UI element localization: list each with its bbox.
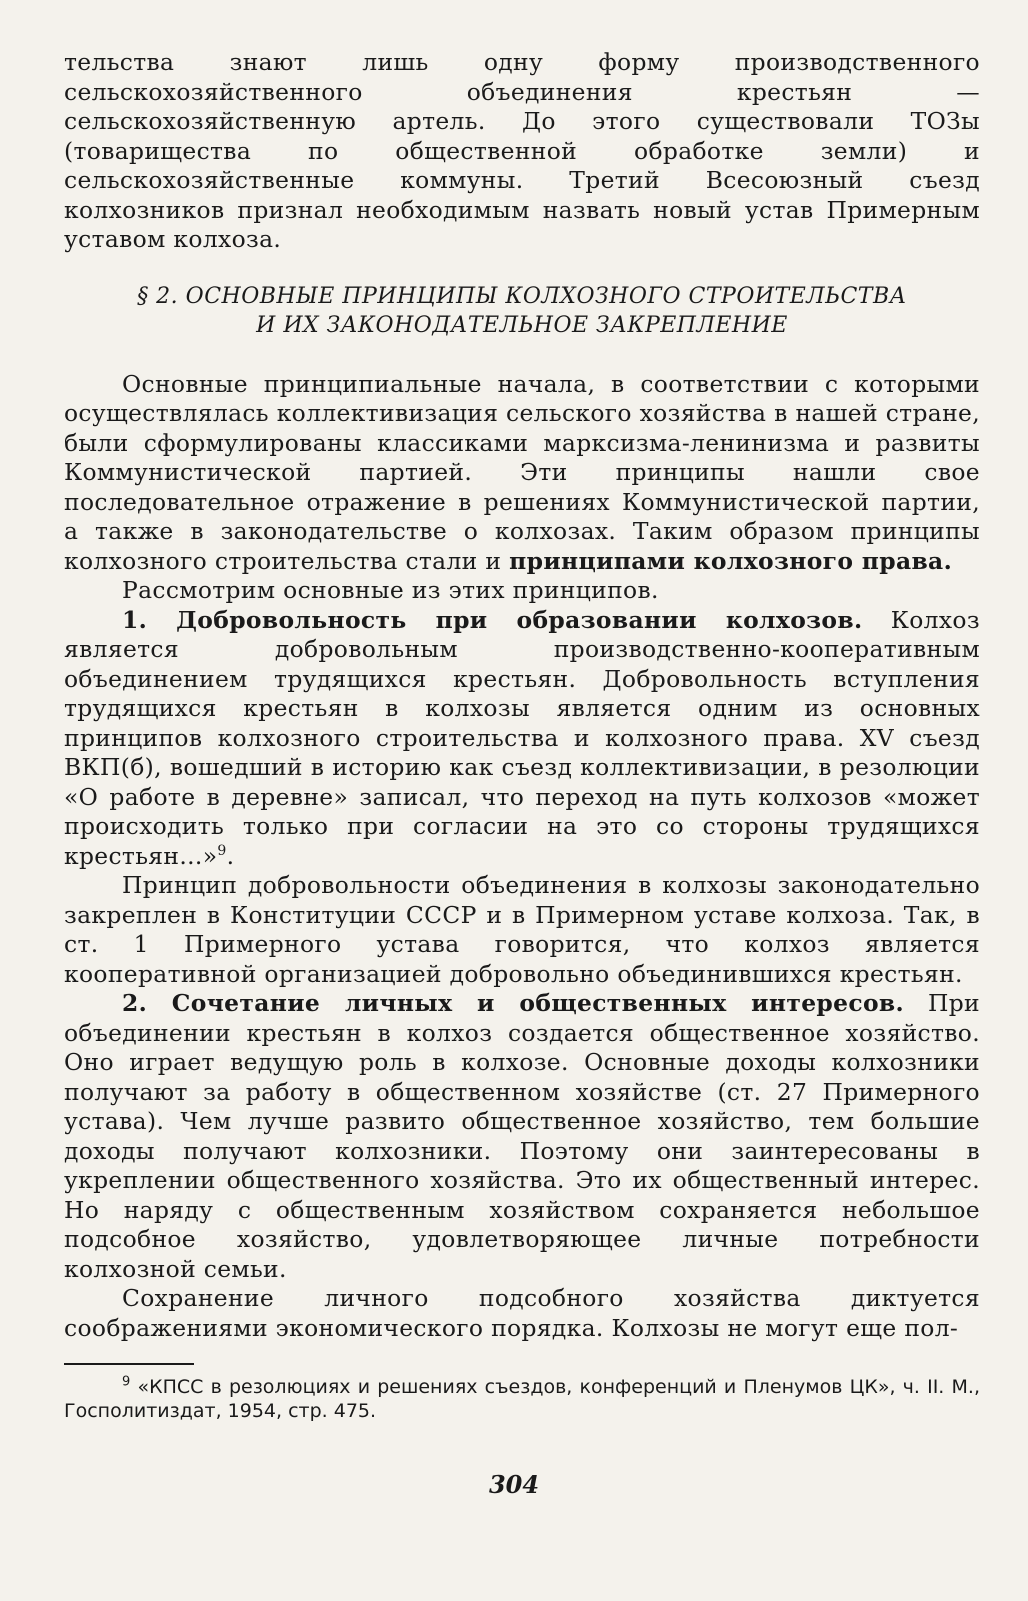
footnote-text: «КПСС в резолюциях и решениях съездов, конференций и Пленумов ЦК», ч. II. М., Госполитиздат, 1954, стр. 475. — [64, 1376, 980, 1422]
paragraph-text: Основные принципиальные начала, в соответствии с которыми осуществлялась коллективизация сельского хозяйства в нашей стране, были сформулированы классиками марксизма-ленинизма и развиты Коммунистической партией. Эти принципы нашли свое последовательное отражение в решениях Коммунистической партии, а также в законодательстве о колхозах. Таким образом принципы колхозного строительства стали и — [64, 369, 980, 575]
principle-1-title: 1. Добровольность при образовании колхозов. — [122, 605, 863, 634]
paragraph-principles-intro — [64, 370, 980, 577]
section-heading-line-1: § 2. ОСНОВНЫЕ ПРИНЦИПЫ КОЛХОЗНОГО СТРОИТЕЛЬСТВА — [137, 283, 907, 309]
paragraph-text: Колхоз является добровольным производственно-кооперативным объединением трудящихся крестьян. Добровольность вступления трудящихся крестьян в колхозы является одним из основных принципов колхозного строительства и колхозного права. XV съезд ВКП(б), вошедший в историю как съезд коллективизации, в резолюции «О работе в деревне» записал, что переход на путь колхозов «может происходить только при согласии на это со стороны трудящихся крестьян...» — [64, 605, 980, 870]
section-heading-line-2: И ИХ ЗАКОНОДАТЕЛЬНОЕ ЗАКРЕПЛЕНИЕ — [256, 312, 788, 338]
paragraph-text: При объединении крестьян в колхоз создается общественное хозяйство. Оно играет ведущую роль в колхозе. Основные доходы колхозники получают за работу в общественном хозяйстве (ст. 27 Примерного устава). Чем лучше развито общественное хозяйство, тем большие доходы получают колхозники. Поэтому они заинтересованы в укреплении общественного хозяйства. Это их общественный интерес. Но наряду с общественным хозяйством сохраняется небольшое подсобное хозяйство, удовлетворяющее личные потребности колхозной семьи. — [64, 989, 980, 1283]
footnote-mark: 9 — [122, 1374, 131, 1390]
principle-2-title: 2. Сочетание личных и общественных интересов. — [122, 989, 905, 1017]
emphasis-text: принципами колхозного права. — [509, 546, 953, 575]
paragraph-continuation: тельства знают лишь одну форму производственного сельскохозяйственного объединения крестьян — сельскохозяйственную артель. До этого существовали ТОЗы (товарищества по общественной обработке земли) и сельскохозяйственные коммуны. Третий Всесоюзный съезд колхозников признал необходимым назвать новый устав Примерным уставом колхоза. — [64, 48, 980, 253]
footnote-divider — [64, 1363, 194, 1365]
paragraph-voluntariness-law: Принцип добровольности объединения в колхозы законодательно закреплен в Конституции СССР и в Примерном уставе колхоза. Так, в ст. 1 Примерного устава говорится, что колхоз является кооперативной организацией добровольно объединившихся крестьян. — [64, 871, 980, 988]
section-heading — [64, 282, 980, 340]
footnote — [64, 1375, 980, 1423]
paragraph-principle-1: 1. Добровольность при образовании колхозов. Колхоз является добровольным производственно-кооперативным объединением трудящихся крестьян. Добровольность вступления трудящихся крестьян в колхозы является одним из основных принципов колхозного строительства и колхозного права. XV съезд ВКП(б), вошедший в историю как съезд коллективизации, в резолюции «О работе в деревне» записал, что переход на путь колхозов «может происходить только при согласии на это со стороны трудящихся крестьян...»$^9$. — [64, 605, 980, 870]
footnote-reference[interactable]: 9 — [217, 842, 227, 859]
paragraph-consider: Рассмотрим основные из этих принципов. — [122, 576, 659, 604]
page-number: 304 — [488, 1470, 540, 1499]
paragraph-subsidiary-farm: Сохранение личного подсобного хозяйства диктуется соображениями экономического порядка. Колхозы не могут еще пол- — [64, 1284, 980, 1342]
paragraph-principle-2 — [64, 989, 980, 1284]
